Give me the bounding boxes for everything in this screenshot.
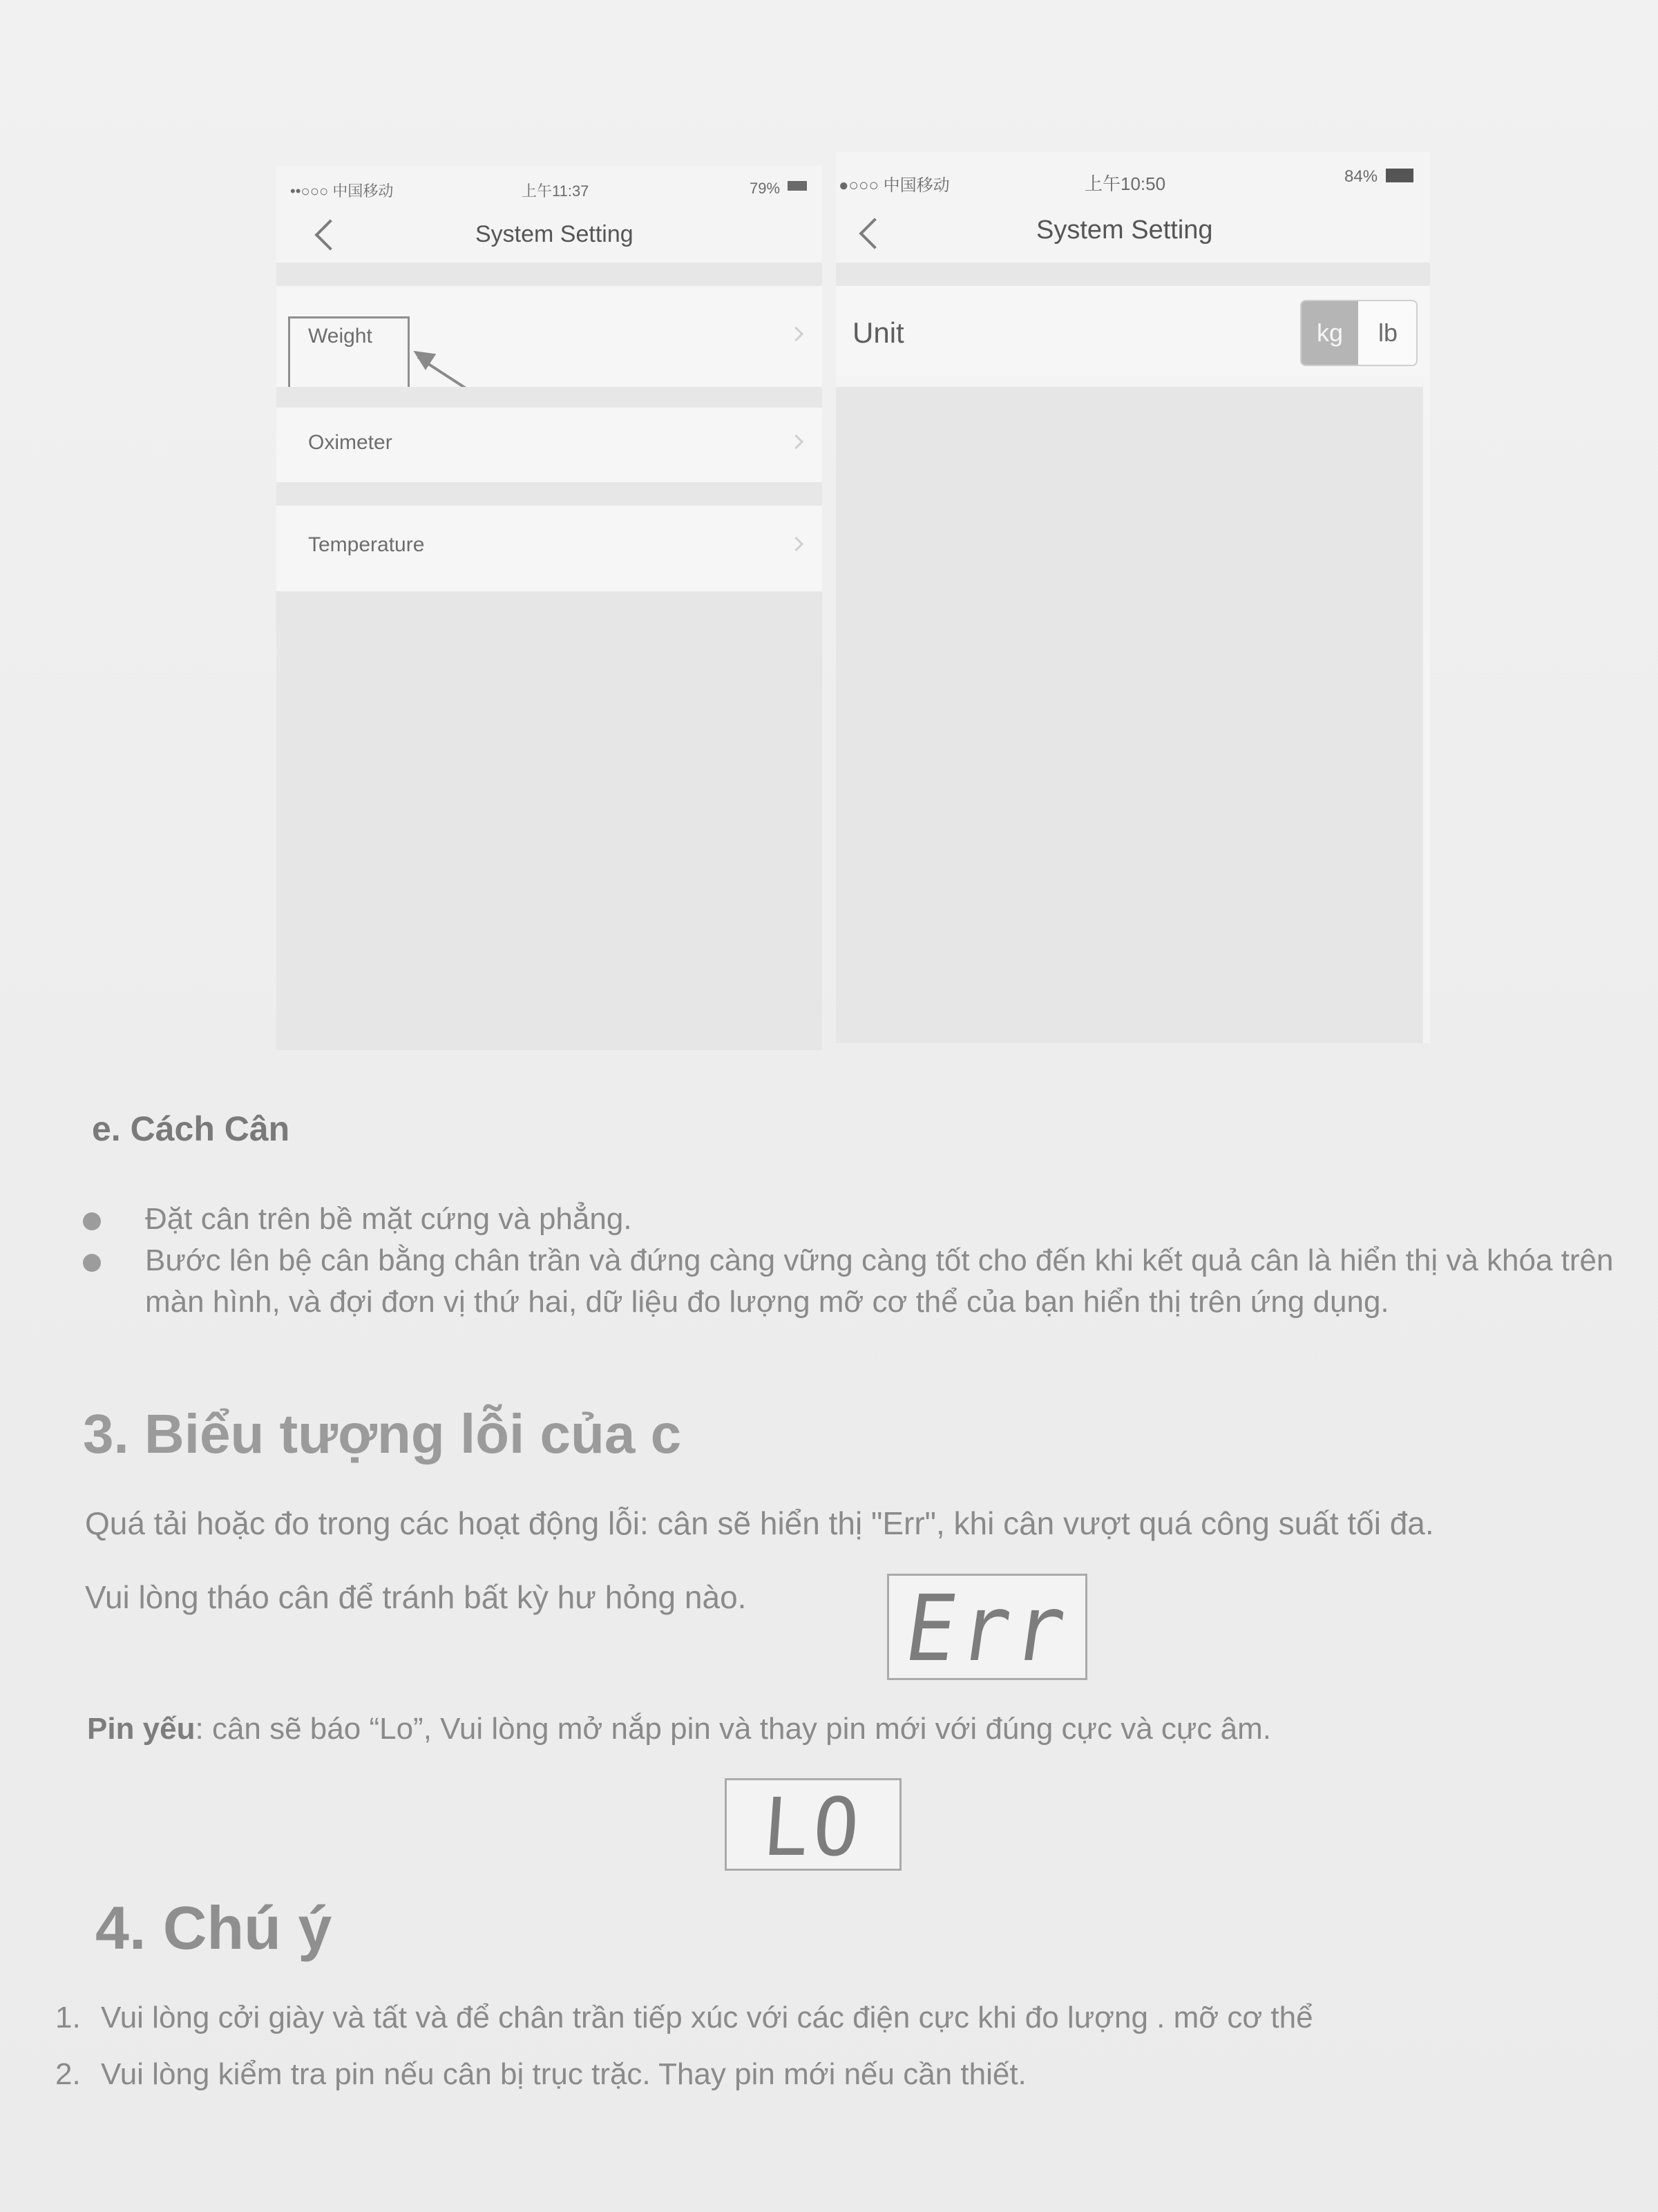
chevron-right-icon [789, 327, 803, 341]
list-text: Vui lòng cởi giày và tất và để chân trần tiếp xúc với các điện cực khi đo lượng . mỡ cơ thể [101, 2001, 1313, 2034]
divider [276, 263, 822, 286]
unit-segmented-control[interactable] [1300, 300, 1418, 366]
list-item [83, 1199, 1617, 1240]
battery-icon [1386, 169, 1413, 182]
phone-screenshot-system-setting-list [276, 166, 822, 1050]
list-item [55, 2046, 1313, 2103]
battery-percent: 84% [1344, 167, 1378, 186]
divider [836, 263, 1430, 286]
bullet-icon [83, 1254, 101, 1272]
settings-row-label: Oximeter [308, 431, 392, 454]
lcd-err-display [887, 1574, 1087, 1680]
settings-row-oximeter[interactable] [276, 408, 822, 482]
divider [276, 482, 822, 506]
settings-row-temperature[interactable] [276, 506, 822, 591]
list-item [83, 1240, 1617, 1323]
settings-row-label: Temperature [308, 533, 425, 556]
chevron-right-icon [789, 435, 803, 449]
section-heading-notes: 4. Chú ý [95, 1894, 332, 1962]
clock-label: 上午11:37 [522, 182, 589, 200]
unit-option-lb[interactable]: lb [1378, 318, 1398, 347]
phone-screenshot-unit-setting [836, 152, 1430, 1043]
list-number: 1. [55, 2001, 81, 2034]
section-heading-error-symbols: 3. Biểu tượng lỗi của c [83, 1403, 682, 1465]
low-battery-label: Pin yếu [87, 1712, 196, 1746]
nav-title: System Setting [1036, 216, 1213, 245]
unit-option-kg[interactable]: kg [1302, 301, 1358, 365]
back-chevron-icon[interactable] [314, 219, 345, 250]
lcd-lo-text: LO [760, 1780, 866, 1874]
notes-list [55, 1990, 1313, 2103]
unit-label: Unit [852, 316, 904, 349]
status-bar [836, 152, 1430, 193]
battery-icon [788, 181, 807, 191]
bullet-text: Bước lên bệ cân bằng chân trần và đứng càng vững càng tốt cho đến khi kết quả cân là hiển thị và khóa trên màn hình, và đợi đơn vị thứ hai, dữ liệu đo lượng mỡ cơ thể của bạn hiển thị trên ứng dụng. [145, 1243, 1614, 1319]
clock-label: 上午10:50 [1085, 173, 1166, 194]
lcd-lo-display [725, 1778, 902, 1874]
chevron-right-icon [789, 537, 803, 551]
faded-background-area [276, 591, 822, 1050]
low-battery-text [87, 1712, 1271, 1746]
remove-scale-text: Vui lòng tháo cân để tránh bất kỳ hư hỏng nào. [85, 1579, 747, 1615]
highlight-frame [288, 316, 410, 394]
low-battery-description: : cân sẽ báo “Lo”, Vui lòng mở nắp pin và thay pin mới với đúng cực và cực âm. [195, 1712, 1271, 1746]
overload-text: Quá tải hoặc đo trong các hoạt động lỗi: cân sẽ hiển thị "Err", khi cân vượt quá công suất tối đa. [85, 1505, 1434, 1541]
list-item [55, 1990, 1313, 2046]
settings-row-label: Weight [308, 325, 372, 347]
carrier-label: ••○○○ 中国移动 [290, 182, 394, 200]
lcd-err-text: Err [898, 1576, 1076, 1682]
section-heading-weighing: e. Cách Cân [92, 1109, 290, 1148]
battery-percent: 79% [750, 180, 781, 197]
bullet-text: Đặt cân trên bề mặt cứng và phẳng. [145, 1202, 632, 1236]
divider [276, 387, 822, 410]
list-text: Vui lòng kiểm tra pin nếu cân bị trục trặc. Thay pin mới nếu cần thiết. [101, 2057, 1027, 2091]
bullet-icon [83, 1212, 101, 1230]
faded-background-area [836, 387, 1423, 1043]
status-bar [276, 166, 822, 207]
carrier-label: ●○○○ 中国移动 [839, 176, 950, 195]
weighing-steps-list [83, 1199, 1617, 1323]
list-number: 2. [55, 2057, 81, 2091]
back-chevron-icon[interactable] [859, 218, 890, 249]
nav-title: System Setting [475, 221, 633, 247]
